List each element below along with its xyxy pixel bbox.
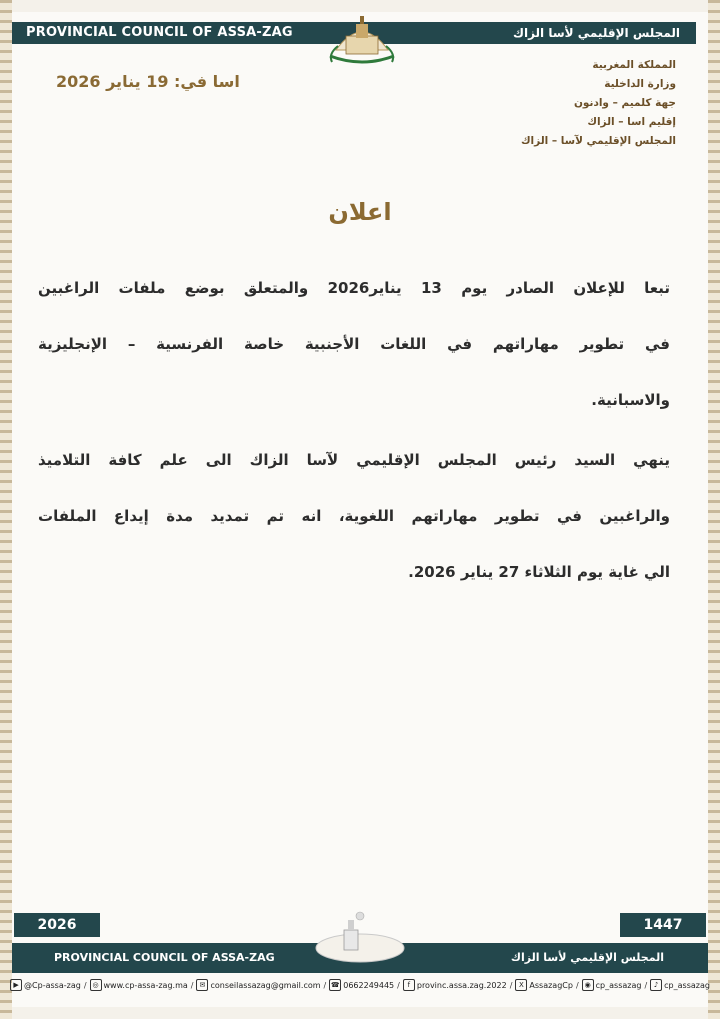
body-line: ينهي السيد رئيس المجلس الإقليمي لآسا الزاك الى علم كافة التلاميذ [38, 451, 670, 469]
facebook-icon: f [403, 979, 415, 991]
hijri-year-badge: 1447 [620, 913, 706, 937]
contact-instagram[interactable]: ◉ cp_assazag [582, 979, 642, 991]
gov-line: جهة كلميم – وادنون [573, 97, 676, 109]
contact-x[interactable]: X AssazagCp [515, 979, 573, 991]
contact-email[interactable]: ✉ conseilassazag@gmail.com [196, 979, 320, 991]
body-line: في تطوير مهاراتهم في اللغات الأجنبية خاصة الفرنسية – الإنجليزية [38, 335, 670, 353]
issue-date: اسا في: 19 يناير 2026 [56, 72, 240, 91]
header-council-en: PROVINCIAL COUNCIL OF ASSA-ZAG [26, 25, 293, 40]
footer-council-en: PROVINCIAL COUNCIL OF ASSA-ZAG [54, 951, 275, 964]
body-line: تبعا للإعلان الصادر يوم 13 يناير2026 والمتعلق بوضع ملفات الراغبين [38, 279, 670, 297]
tiktok-icon: ♪ [650, 979, 662, 991]
announcement-body-1 [38, 276, 670, 444]
body-line: والراغبين في تطوير مهاراتهم اللغوية، انه تم تمديد مدة إيداع الملفات [38, 507, 670, 525]
government-hierarchy [521, 56, 676, 151]
gov-line: إقليم اسا – الزاك [587, 116, 676, 128]
x-icon: X [515, 979, 527, 991]
phone-icon: ☎ [330, 981, 340, 989]
contact-youtube[interactable]: ▶ @Cp-assa-zag [10, 979, 81, 991]
instagram-icon: ◉ [582, 979, 594, 991]
footer-emblem-icon [310, 908, 410, 968]
header-council-ar: المجلس الإقليمي لأسا الزاك [512, 26, 680, 40]
right-pattern-border [708, 0, 720, 1019]
announcement-title: اعلان [328, 198, 392, 226]
council-emblem-icon [316, 6, 408, 90]
mail-icon: ✉ [196, 979, 208, 991]
youtube-icon: ▶ [10, 979, 22, 991]
left-pattern-border [0, 0, 12, 1019]
gov-line: وزارة الداخلية [604, 78, 676, 90]
footer-council-ar: المجلس الإقليمي لأسا الزاك [510, 951, 664, 964]
body-line: والاسبانية. [591, 391, 670, 409]
contact-footer: ▶ @Cp-assa-zag / ◎ www.cp-assa-zag.ma / ✉ conseilassazag@gmail.com / ☎ 0662249445 / f provinc.assa.zag.2022 / X AssazagCp / ◉ cp_assazag / ♪ cp_assazag [12, 974, 708, 996]
gregorian-year-badge: 2026 [14, 913, 100, 937]
announcement-body-2 [38, 448, 670, 616]
contact-facebook[interactable]: f provinc.assa.zag.2022 [403, 979, 507, 991]
gov-line: المملكة المغربية [592, 59, 676, 71]
body-line: الي غاية يوم الثلاثاء 27 يناير 2026. [408, 563, 670, 581]
contact-website[interactable]: ◎ www.cp-assa-zag.ma [90, 979, 188, 991]
globe-icon: ◎ [90, 979, 102, 991]
contact-tiktok[interactable]: ♪ cp_assazag [650, 979, 710, 991]
contact-phone[interactable]: ☎ 0662249445 [330, 980, 395, 990]
gov-line: المجلس الإقليمي لآسا – الزاك [520, 135, 676, 147]
